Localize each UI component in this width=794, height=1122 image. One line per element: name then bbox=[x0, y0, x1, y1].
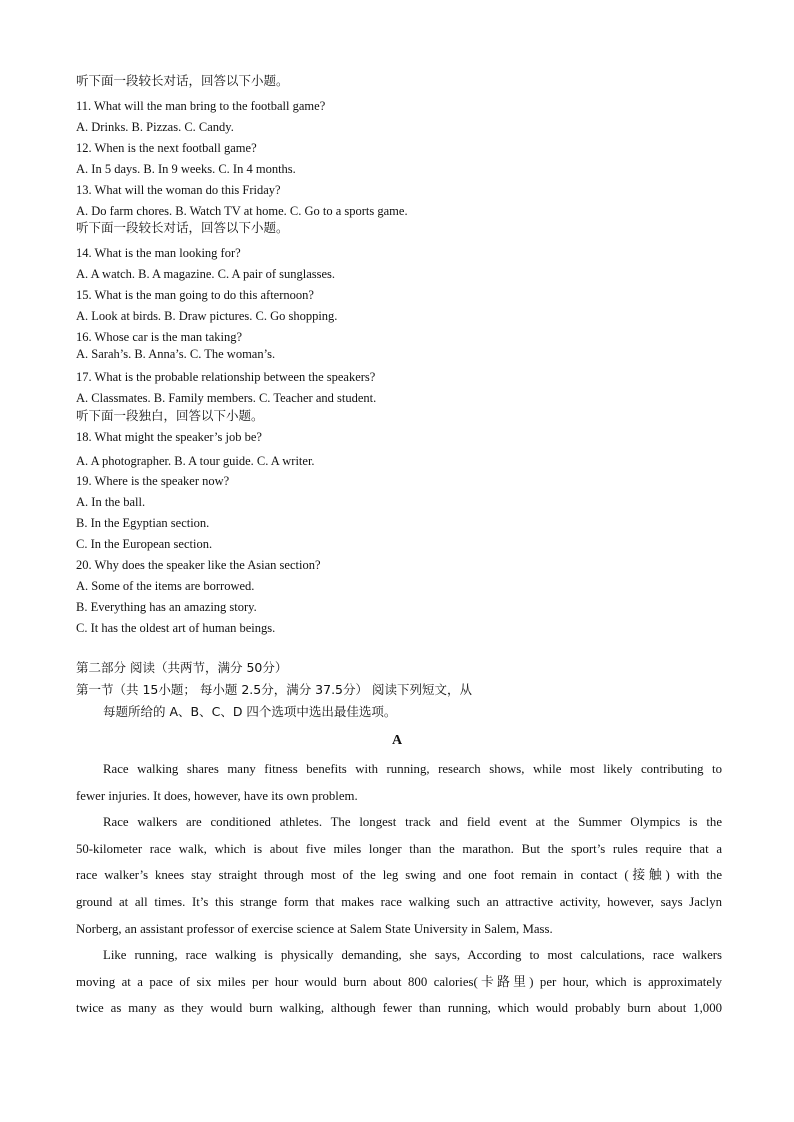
question-17-options: A. Classmates. B. Family members. C. Teacher and student. bbox=[76, 391, 377, 405]
question-11: 11. What will the man bring to the football game? bbox=[76, 99, 326, 113]
passage-line: ground at all times. It’s this strange form that makes race walking such an attractive activity, however, says Jaclyn bbox=[76, 895, 722, 909]
question-15-options: A. Look at birds. B. Draw pictures. C. Go shopping. bbox=[76, 309, 338, 323]
question-20-option-c: C. It has the oldest art of human beings. bbox=[76, 621, 276, 635]
listening-intro-1: 听下面一段较长对话，回答以下小题。 bbox=[76, 73, 289, 88]
question-12: 12. When is the next football game? bbox=[76, 141, 257, 155]
question-19-option-b: B. In the Egyptian section. bbox=[76, 516, 210, 530]
reading-section-instructions: 第一节（共 15小题； 每小题 2.5分，满分 37.5分） 阅读下列短文，从 bbox=[76, 682, 472, 697]
passage-line: Race walking shares many fitness benefits with running, research shows, while most likely contributing to bbox=[103, 762, 722, 776]
question-16-options: A. Sarah’s. B. Anna’s. C. The woman’s. bbox=[76, 347, 276, 361]
question-20-option-a: A. Some of the items are borrowed. bbox=[76, 579, 255, 593]
question-12-options: A. In 5 days. B. In 9 weeks. C. In 4 months. bbox=[76, 162, 296, 176]
question-19: 19. Where is the speaker now? bbox=[76, 474, 230, 488]
question-16: 16. Whose car is the man taking? bbox=[76, 330, 243, 344]
listening-intro-2: 听下面一段较长对话，回答以下小题。 bbox=[76, 220, 289, 235]
passage-line: Race walkers are conditioned athletes. The longest track and field event at the Summer Olympics is the bbox=[103, 815, 722, 830]
passage-line: race walker’s knees stay straight through most of the leg swing and one foot remain in contact (接触) with the bbox=[76, 868, 722, 883]
reading-section-instructions-cont: 每题所给的 A、B、C、D 四个选项中选出最佳选项。 bbox=[103, 704, 397, 719]
question-17: 17. What is the probable relationship between the speakers? bbox=[76, 370, 376, 384]
passage-line: Like running, race walking is physically demanding, she says, According to most calculations, race walkers bbox=[103, 948, 722, 963]
passage-line: moving at a pace of six miles per hour would burn about 800 calories(卡路里) per hour, which is approximately bbox=[76, 974, 722, 989]
listening-intro-3: 听下面一段独白，回答以下小题。 bbox=[76, 408, 264, 423]
question-14: 14. What is the man looking for? bbox=[76, 246, 241, 260]
passage-line: Norberg, an assistant professor of exercise science at Salem State University in Salem, Mass. bbox=[76, 921, 553, 936]
question-11-options: A. Drinks. B. Pizzas. C. Candy. bbox=[76, 120, 234, 134]
passage-line: fewer injuries. It does, however, have its own problem. bbox=[76, 788, 358, 803]
passage-label: A bbox=[391, 733, 403, 748]
question-13-options: A. Do farm chores. B. Watch TV at home. C. Go to a sports game. bbox=[76, 204, 408, 218]
question-14-options: A. A watch. B. A magazine. C. A pair of sunglasses. bbox=[76, 267, 336, 281]
reading-part-title: 第二部分 阅读（共两节，满分 50分） bbox=[76, 660, 288, 675]
question-20: 20. Why does the speaker like the Asian section? bbox=[76, 558, 321, 572]
passage-line: twice as many as they would burn walking, although fewer than running, which would probably burn about 1,000 bbox=[76, 1001, 722, 1016]
question-19-option-a: A. In the ball. bbox=[76, 495, 146, 509]
passage-line: 50-kilometer race walk, which is about five miles longer than the marathon. But the sport’s rules require that a bbox=[76, 841, 722, 856]
question-18: 18. What might the speaker’s job be? bbox=[76, 430, 262, 444]
question-13: 13. What will the woman do this Friday? bbox=[76, 183, 281, 197]
question-15: 15. What is the man going to do this afternoon? bbox=[76, 288, 314, 302]
question-20-option-b: B. Everything has an amazing story. bbox=[76, 600, 257, 614]
question-19-option-c: C. In the European section. bbox=[76, 537, 213, 551]
question-18-options: A. A photographer. B. A tour guide. C. A writer. bbox=[76, 454, 315, 468]
